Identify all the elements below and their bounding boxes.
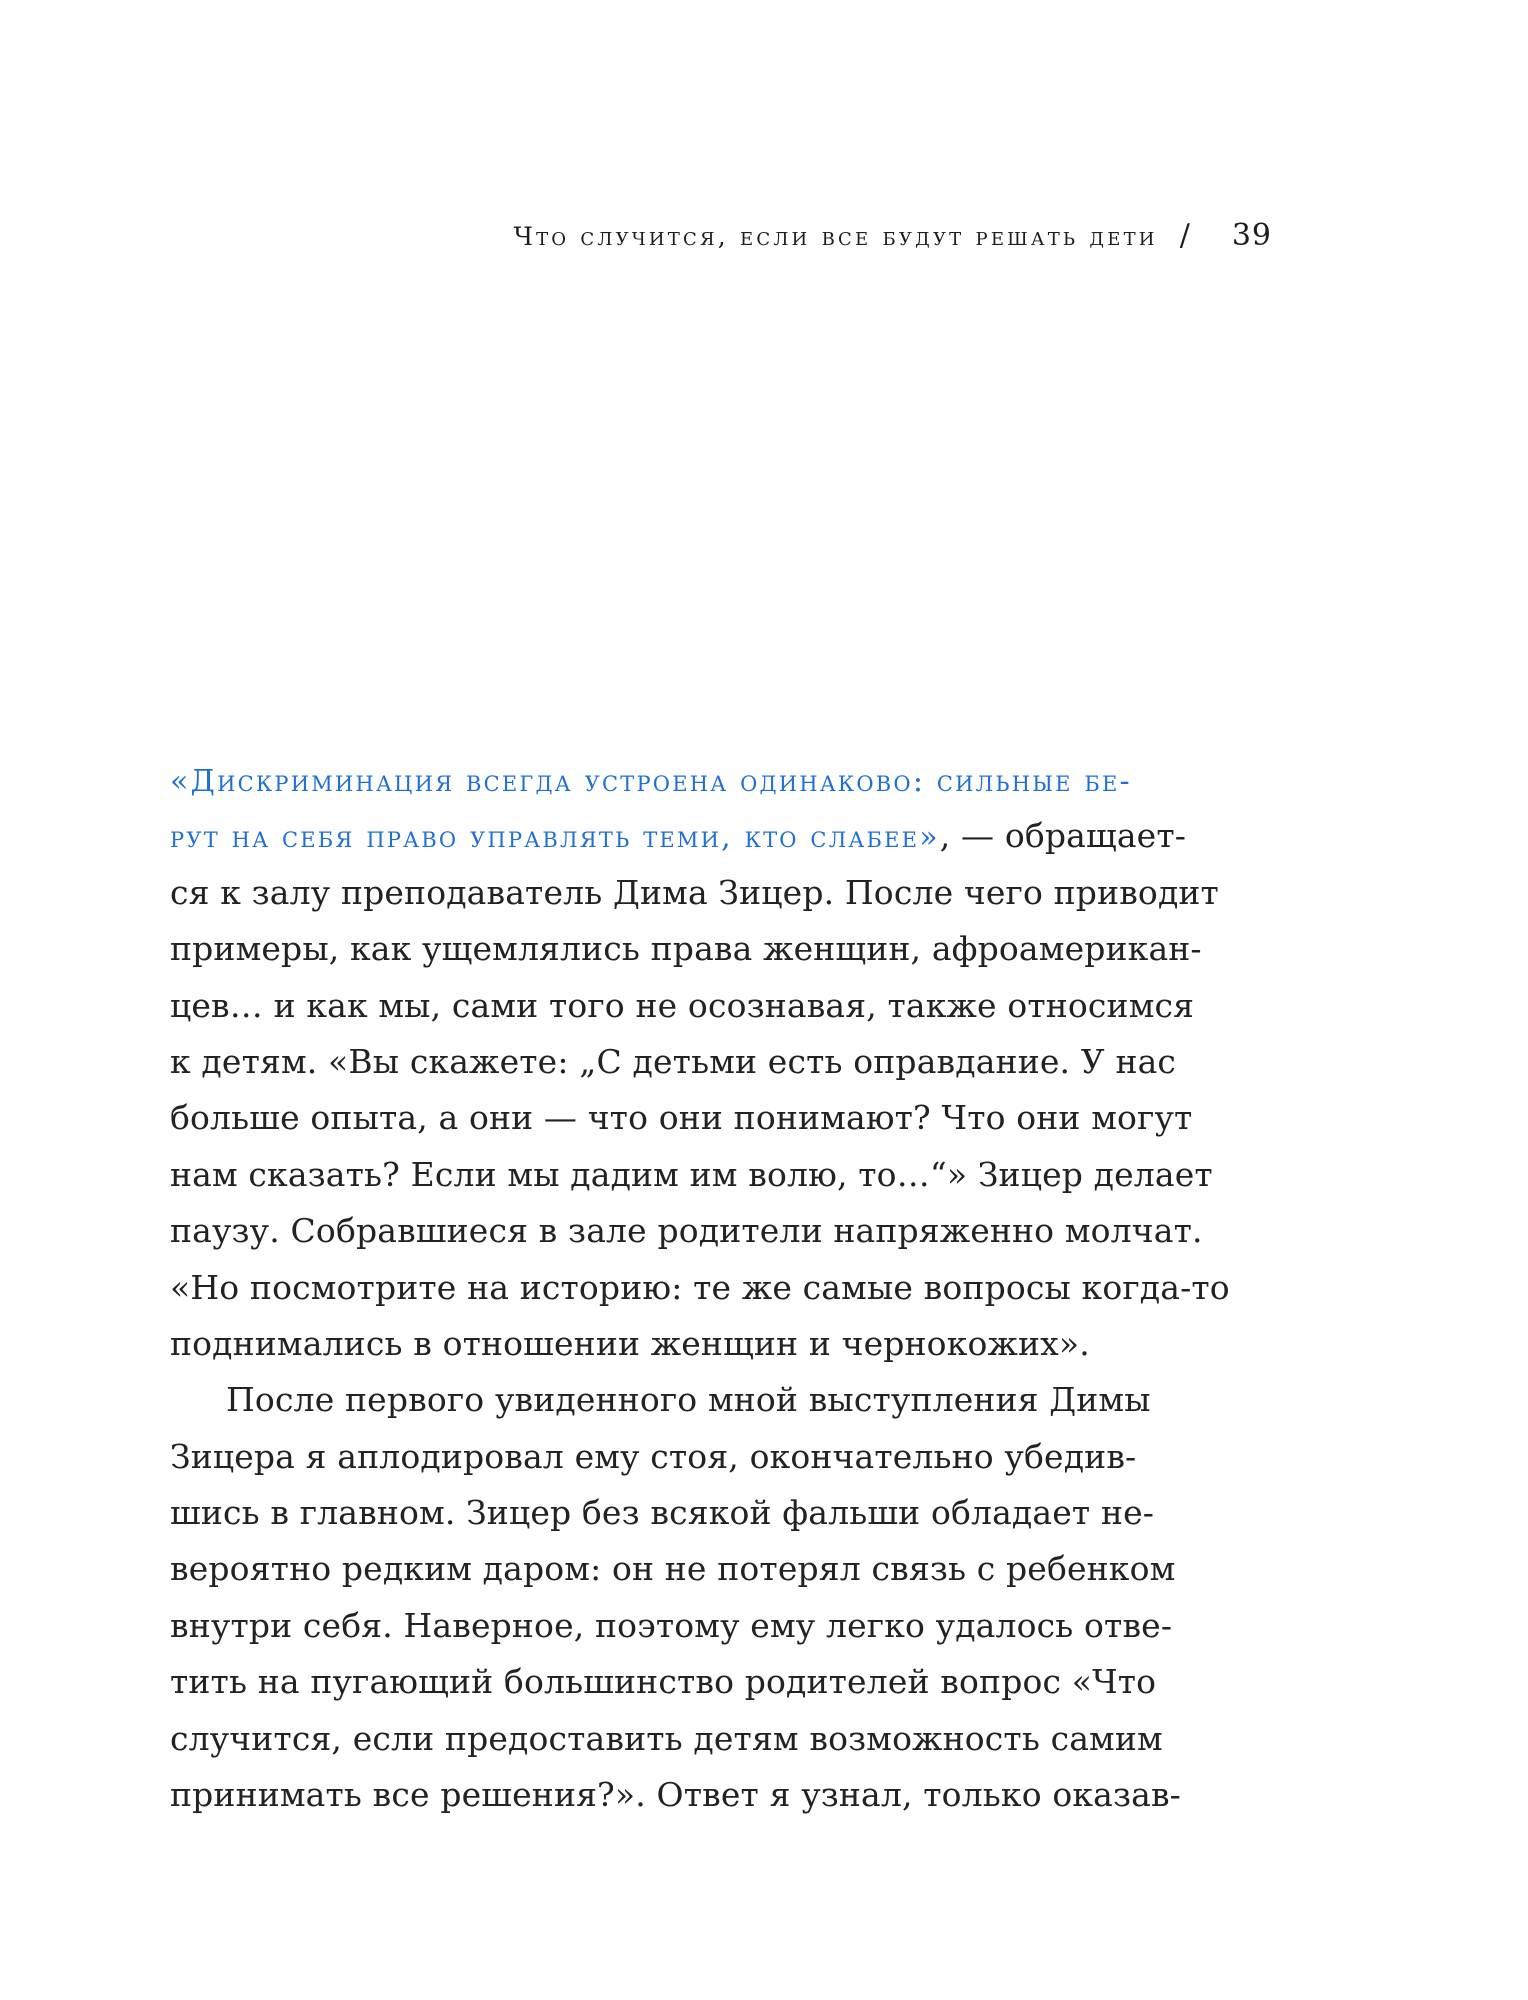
text-line: паузу. Собравшиеся в зале родители напряженно молчат.: [170, 1211, 1203, 1251]
text-fragment: , — обращает-: [939, 816, 1187, 856]
page-number: 39: [1231, 218, 1272, 253]
text-line: После первого увиденного мной выступления Димы: [226, 1380, 1151, 1420]
paragraph-2: [170, 1372, 1190, 1823]
header-separator: /: [1179, 218, 1190, 253]
body-text: [170, 752, 1230, 1823]
text-line: Зицера я аплодировал ему стоя, окончательно убедив-: [170, 1436, 1137, 1476]
text-line: случится, если предоставить детям возможность самим: [170, 1718, 1163, 1758]
running-header: [0, 218, 1272, 264]
pull-quote: рут на себя право управлять теми, кто слабее»: [170, 820, 940, 856]
text-line: принимать все решения?». Ответ я узнал, только оказав-: [170, 1775, 1181, 1815]
text-line: вероятно редким даром: он не потерял связь с ребенком: [170, 1549, 1176, 1589]
text-line: [170, 752, 1190, 808]
text-line: внутри себя. Наверное, поэтому ему легко удалось отве-: [170, 1605, 1173, 1645]
text-line: шись в главном. Зицер без всякой фальши обладает не-: [170, 1493, 1155, 1533]
text-line: больше опыта, а они — что они понимают? Что они могут: [170, 1098, 1193, 1138]
text-line: цев… и как мы, сами того не осознавая, также относимся: [170, 985, 1195, 1025]
text-line: [170, 808, 1190, 864]
text-line: ся к залу преподаватель Дима Зицер. После чего приводит: [170, 872, 1219, 912]
text-line: «Но посмотрите на историю: те же самые вопросы когда-то: [170, 1267, 1230, 1307]
text-line: примеры, как ущемлялись права женщин, афроамерикан-: [170, 929, 1202, 969]
running-title: Что случится, если все будут решать дети: [513, 222, 1158, 251]
text-line: нам сказать? Если мы дадим им волю, то…“» Зицер делает: [170, 1154, 1213, 1194]
paragraph-1: [170, 752, 1230, 1372]
pull-quote: «Дискриминация всегда устроена одинаково: сильные бе-: [170, 764, 1132, 799]
text-line: поднимались в отношении женщин и чернокожих».: [170, 1323, 1090, 1363]
text-line: к детям. «Вы скажете: „С детьми есть оправдание. У нас: [170, 1041, 1177, 1081]
text-line: тить на пугающий большинство родителей вопрос «Что: [170, 1662, 1157, 1702]
